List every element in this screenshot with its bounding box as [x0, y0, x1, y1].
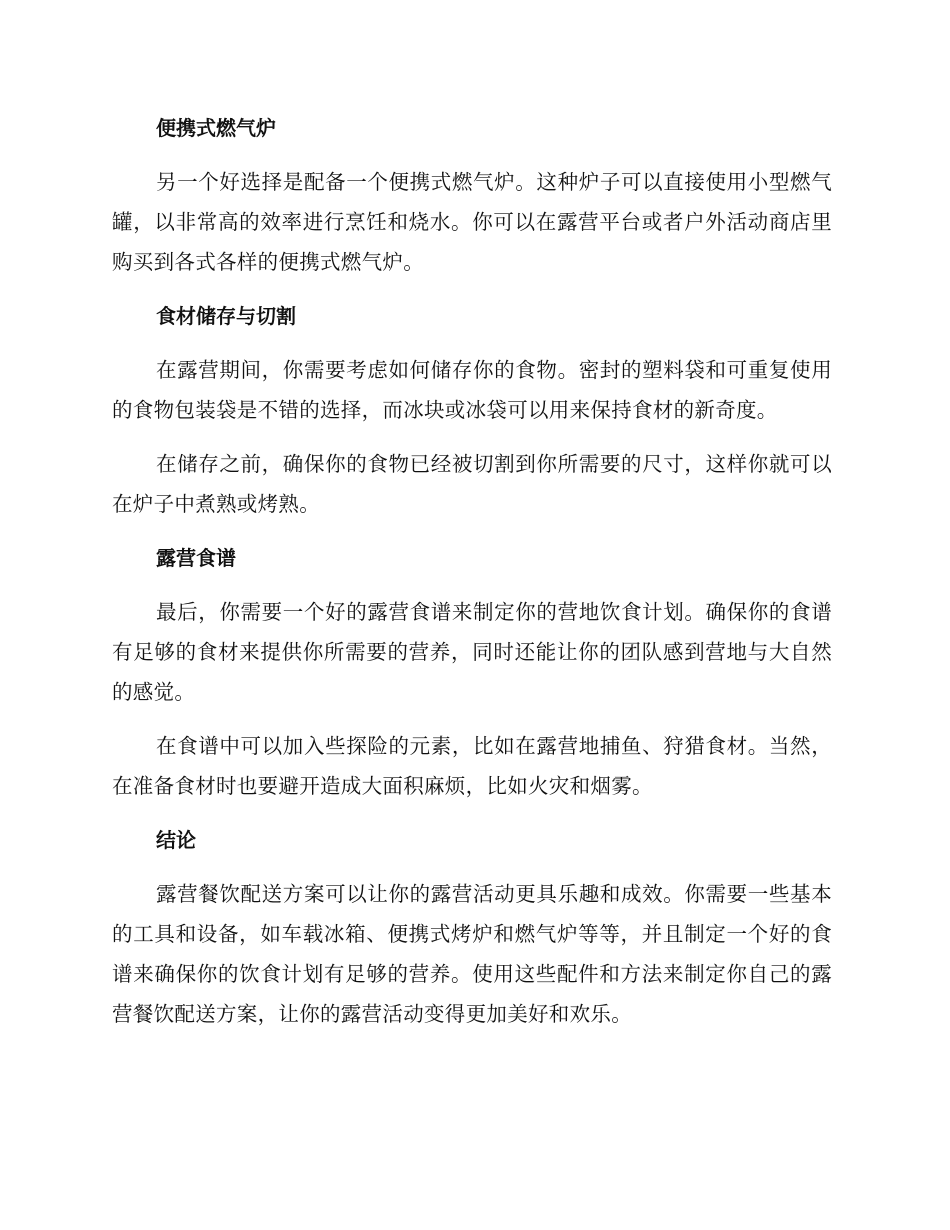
paragraph-food-storage-1: 在露营期间，你需要考虑如何储存你的食物。密封的塑料袋和可重复使用的食物包装袋是不错的选择，而冰块或冰袋可以用来保持食材的新奇度。 — [112, 358, 832, 422]
paragraph-conclusion: 露营餐饮配送方案可以让你的露营活动更具乐趣和成效。你需要一些基本的工具和设备，如车载冰箱、便携式烤炉和燃气炉等等，并且制定一个好的食谱来确保你的饮食计划有足够的营养。使用这些配件和方法来制定你自己的露营餐饮配送方案，让你的露营活动变得更加美好和欢乐。 — [112, 882, 832, 1026]
paragraph-portable-stove: 另一个好选择是配备一个便携式燃气炉。这种炉子可以直接使用小型燃气罐，以非常高的效率进行烹饪和烧水。你可以在露营平台或者户外活动商店里购买到各式各样的便携式燃气炉。 — [112, 170, 832, 274]
document-page — [112, 108, 832, 1048]
paragraph-camping-recipes-1: 最后，你需要一个好的露营食谱来制定你的营地饮食计划。确保你的食谱有足够的食材来提供你所需要的营养，同时还能让你的团队感到营地与大自然的感觉。 — [112, 600, 832, 704]
paragraph-food-storage-2: 在储存之前，确保你的食物已经被切割到你所需要的尺寸，这样你就可以在炉子中煮熟或烤熟。 — [112, 452, 832, 516]
section-heading-camping-recipes: 露营食谱 — [156, 546, 236, 570]
paragraph-camping-recipes-2: 在食谱中可以加入些探险的元素，比如在露营地捕鱼、狩猎食材。当然，在准备食材时也要避开造成大面积麻烦，比如火灾和烟雾。 — [112, 734, 832, 798]
section-heading-food-storage: 食材储存与切割 — [156, 304, 296, 328]
section-heading-conclusion: 结论 — [156, 828, 196, 852]
section-heading-portable-stove: 便携式燃气炉 — [156, 116, 276, 140]
